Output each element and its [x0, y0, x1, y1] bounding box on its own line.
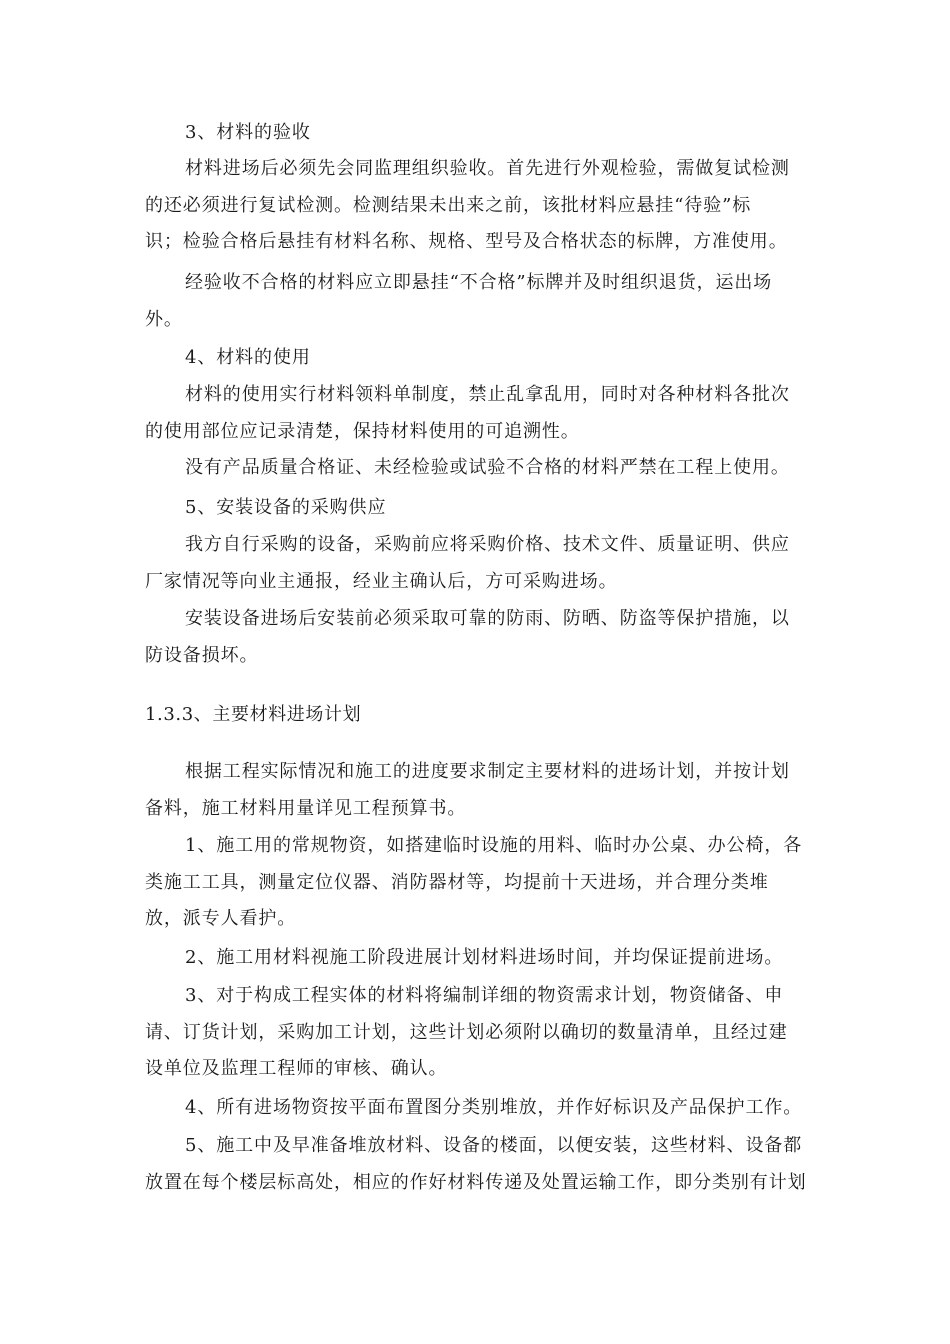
- text-line: 厂家情况等向业主通报，经业主确认后，方可采购进场。: [145, 570, 618, 592]
- paragraph-material-entry-plan: [145, 754, 805, 827]
- text-line: 经验收不合格的材料应立即悬挂“不合格”标牌并及时组织退货，运出场: [185, 272, 773, 293]
- text-line: 材料进场后必须先会同监理组织验收。首先进行外观检验，需做复试检测: [185, 158, 790, 179]
- paragraph-unqualified-material: [145, 265, 805, 338]
- paragraph-acceptance-procedure: [145, 151, 805, 261]
- text-line: 备料，施工材料用量详见工程预算书。: [145, 797, 467, 819]
- text-line: 安装设备进场后安装前必须采取可靠的防雨、防晒、防盗等保护措施，以: [185, 608, 790, 629]
- text-line: 5、施工中及早准备堆放材料、设备的楼面，以便安装，这些材料、设备都: [185, 1135, 803, 1156]
- text-line: 放置在每个楼层标高处，相应的作好材料传递及处置运输工作，即分类别有计划: [145, 1171, 807, 1193]
- text-line: 的还必须进行复试检测。检测结果未出来之前，该批材料应悬挂“待验”标: [145, 194, 752, 216]
- text-line: 2、施工用材料视施工阶段进展计划材料进场时间，并均保证提前进场。: [185, 947, 784, 968]
- list-item-4-storage-marking: [145, 1090, 805, 1127]
- text-line: 4、材料的使用: [185, 347, 311, 368]
- subheading-equipment-procurement: [145, 490, 805, 527]
- text-line: 设单位及监理工程师的审核、确认。: [145, 1058, 448, 1080]
- text-line: 外。: [145, 308, 183, 330]
- paragraph-self-procured-equipment: [145, 527, 805, 600]
- text-line: 没有产品质量合格证、未经检验或试验不合格的材料严禁在工程上使用。: [185, 457, 790, 478]
- text-line: 放，派专人看护。: [145, 908, 297, 930]
- text-line: 识；检验合格后悬挂有材料名称、规格、型号及合格状态的标牌，方准使用。: [145, 231, 788, 253]
- section-heading-1-3-3: 1.3.3、主要材料进场计划: [145, 704, 362, 725]
- text-line: 4、所有进场物资按平面布置图分类别堆放，并作好标识及产品保护工作。: [185, 1097, 803, 1118]
- text-line: 防设备损坏。: [145, 644, 259, 666]
- text-line: 请、订货计划，采购加工计划，这些计划必须附以确切的数量清单，且经过建: [145, 1021, 788, 1043]
- list-item-1-routine-supplies: [145, 828, 805, 938]
- list-item-5-floor-preparation: [145, 1128, 805, 1201]
- text-line: 1、施工用的常规物资，如搭建临时设施的用料、临时办公桌、办公椅，各: [185, 835, 803, 856]
- text-line: 类施工工具，测量定位仪器、消防器材等，均提前十天进场，并合理分类堆: [145, 871, 769, 893]
- list-item-2-stage-schedule: [145, 940, 805, 977]
- paragraph-prohibited-material: [145, 450, 805, 487]
- text-line: 的使用部位应记录清楚，保持材料使用的可追溯性。: [145, 420, 580, 442]
- subheading-material-usage: [145, 340, 805, 377]
- text-line: 材料的使用实行材料领料单制度，禁止乱拿乱用，同时对各种材料各批次: [185, 384, 790, 405]
- subheading-material-acceptance: [145, 115, 805, 152]
- text-line: 5、安装设备的采购供应: [185, 497, 387, 518]
- text-line: 我方自行采购的设备，采购前应将采购价格、技术文件、质量证明、供应: [185, 534, 790, 555]
- text-line: 3、材料的验收: [185, 122, 311, 143]
- text-line: 根据工程实际情况和施工的进度要求制定主要材料的进场计划，并按计划: [185, 761, 790, 782]
- text-line: 3、对于构成工程实体的材料将编制详细的物资需求计划，物资储备、申: [185, 985, 784, 1006]
- paragraph-material-requisition: [145, 377, 805, 450]
- list-item-3-demand-plan: [145, 978, 805, 1088]
- paragraph-equipment-protection: [145, 601, 805, 674]
